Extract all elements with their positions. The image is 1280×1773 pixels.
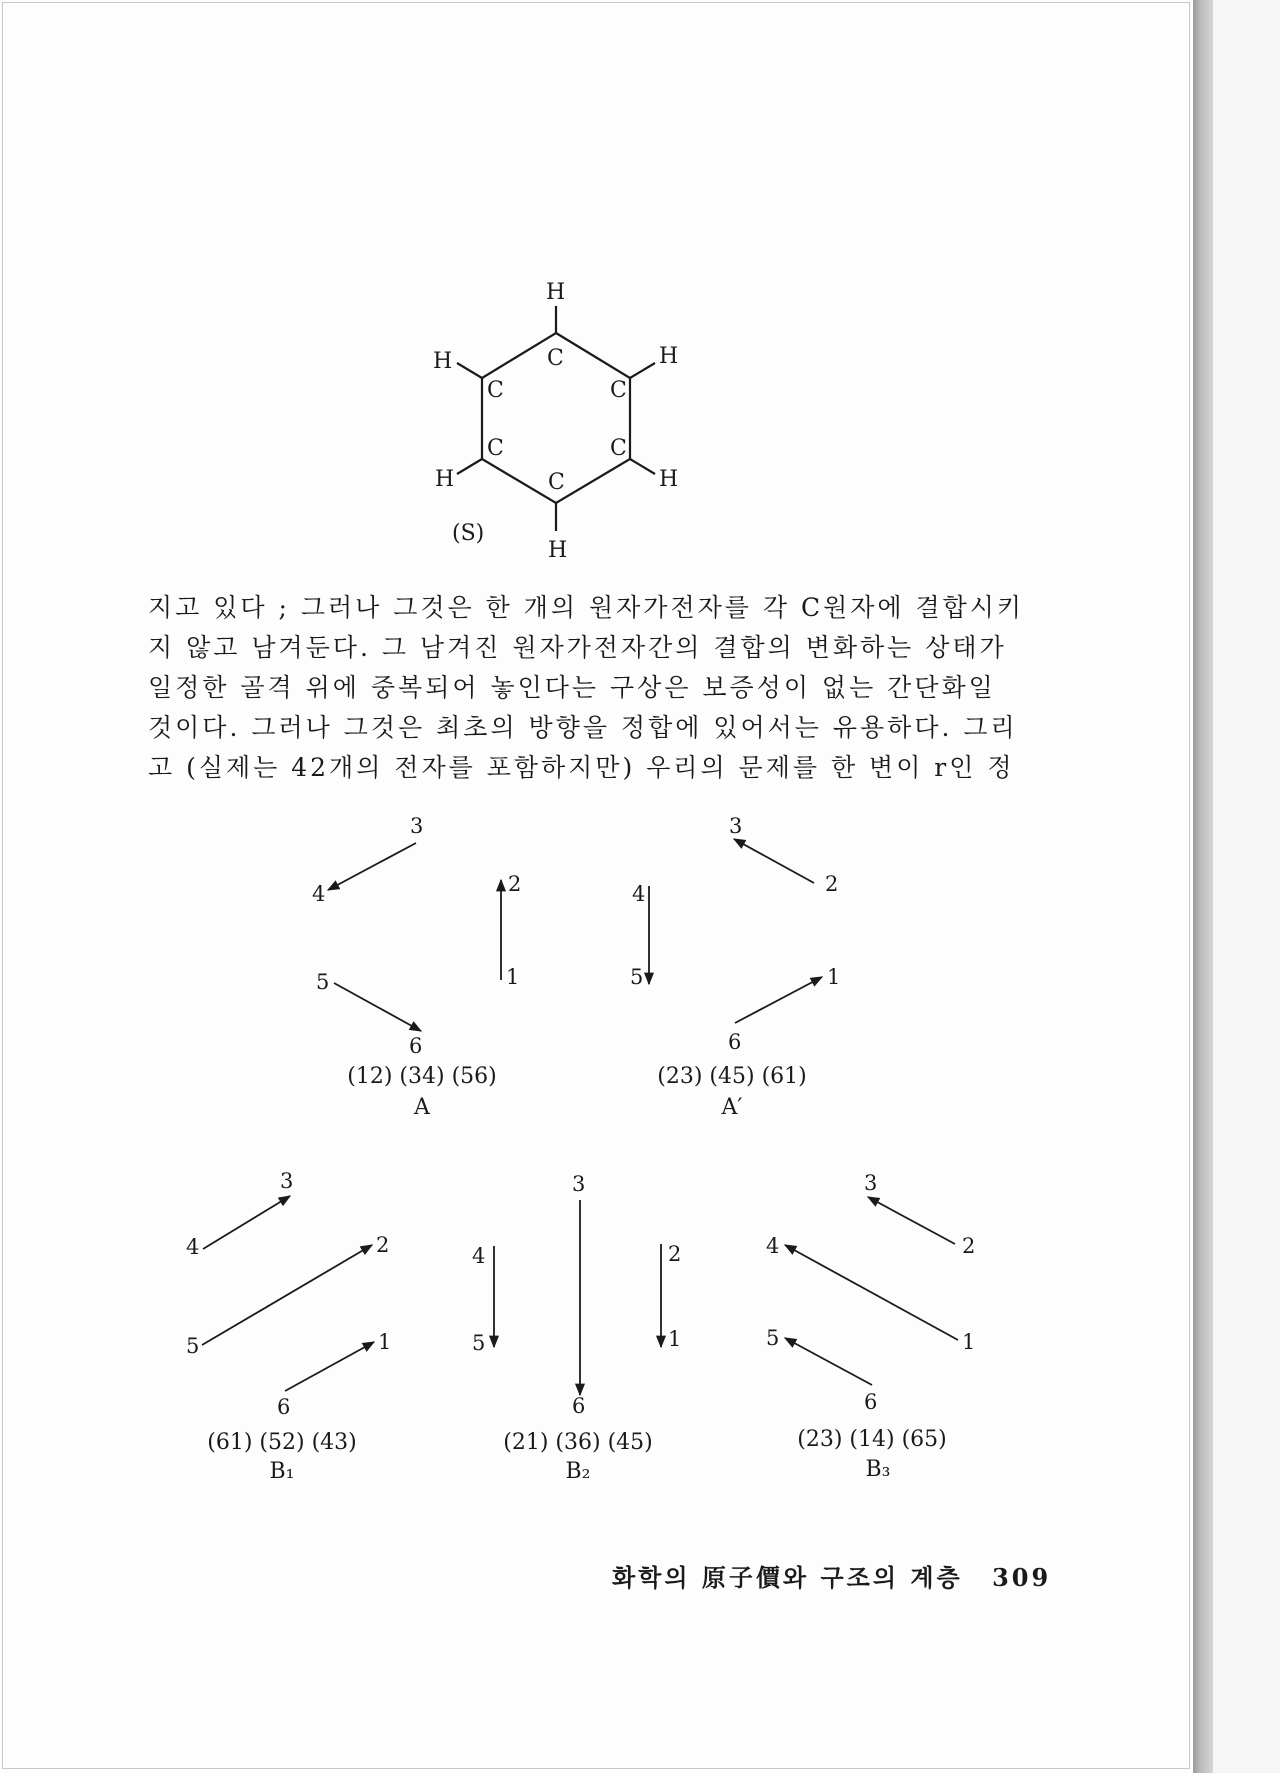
hydrogen-label: H <box>659 467 679 492</box>
bond-arrow <box>328 843 416 890</box>
bond-arrow <box>203 1196 290 1249</box>
bond-arrow <box>202 1245 372 1345</box>
pairs-label: (23) (45) (61) <box>657 1064 807 1089</box>
node-label-6: 6 <box>277 1395 291 1419</box>
diagram-title: A′ <box>721 1095 743 1120</box>
node-label-6: 6 <box>728 1030 742 1054</box>
diagram-a <box>312 814 521 1120</box>
node-label-5: 5 <box>630 965 644 989</box>
node-label-2: 2 <box>376 1233 390 1257</box>
node-label-5: 5 <box>766 1326 780 1350</box>
node-label-1: 1 <box>827 965 841 989</box>
diagram-b3 <box>766 1171 975 1482</box>
node-label-1: 1 <box>962 1330 976 1354</box>
pairs-label: (23) (14) (65) <box>797 1427 947 1452</box>
bond-arrow <box>735 977 822 1023</box>
bond-c2-h <box>630 363 655 378</box>
node-label-1: 1 <box>668 1327 682 1351</box>
bond-c6-h <box>457 363 482 378</box>
node-label-5: 5 <box>472 1331 486 1355</box>
diagram-a-prime <box>630 814 840 1120</box>
node-label-3: 3 <box>572 1172 586 1196</box>
pairs-label: (21) (36) (45) <box>503 1430 653 1455</box>
node-label-3: 3 <box>410 814 424 838</box>
node-label-2: 2 <box>825 872 839 896</box>
bond-arrow <box>785 1338 872 1385</box>
footer-title: 화학의 原子價와 구조의 계층 <box>612 1563 963 1592</box>
carbon-label: C <box>610 436 627 461</box>
node-label-4: 4 <box>766 1234 780 1258</box>
body-line: 지 않고 남겨둔다. 그 남겨진 원자가전자간의 결합의 변화하는 상태가 <box>148 633 1007 662</box>
body-line: 것이다. 그러나 그것은 최초의 방향을 정합에 있어서는 유용하다. 그리 <box>148 713 1018 742</box>
node-label-4: 4 <box>186 1235 200 1259</box>
bond-c5-h <box>457 459 482 474</box>
body-paragraph <box>148 588 1025 788</box>
hydrogen-label: H <box>435 467 455 492</box>
node-label-2: 2 <box>962 1234 976 1258</box>
node-label-2: 2 <box>508 872 522 896</box>
node-label-6: 6 <box>572 1394 586 1418</box>
running-footer <box>612 1558 1051 1593</box>
node-label-4: 4 <box>312 882 326 906</box>
node-label-1: 1 <box>378 1330 392 1354</box>
bond-c3-h <box>630 459 655 474</box>
node-label-2: 2 <box>668 1242 682 1266</box>
node-label-5: 5 <box>316 970 330 994</box>
carbon-label: C <box>547 346 564 371</box>
node-label-3: 3 <box>729 814 743 838</box>
diagram-b1 <box>186 1169 391 1484</box>
hydrogen-label: H <box>433 349 453 374</box>
page-number: 309 <box>992 1563 1052 1592</box>
carbon-label: C <box>487 378 504 403</box>
hydrogen-label: H <box>548 538 568 563</box>
body-line: 고 (실제는 42개의 전자를 포함하지만) 우리의 문제를 한 변이 r인 정 <box>148 753 1015 782</box>
body-line: 지고 있다 ; 그러나 그것은 한 개의 원자가전자를 각 C원자에 결합시키 <box>148 593 1025 622</box>
bond-arrow <box>868 1197 955 1244</box>
diagram-b2 <box>472 1172 681 1484</box>
diagram-title: A <box>414 1095 430 1120</box>
pairs-label: (12) (34) (56) <box>347 1064 497 1089</box>
diagram-title: B₂ <box>565 1459 591 1484</box>
hydrogen-label: H <box>659 344 679 369</box>
diagram-title: B₁ <box>269 1459 295 1484</box>
hydrogen-label: H <box>546 280 566 305</box>
carbon-label: C <box>610 378 627 403</box>
node-label-1: 1 <box>506 965 520 989</box>
diagram-title: B₃ <box>865 1457 891 1482</box>
pairs-label: (61) (52) (43) <box>207 1430 357 1455</box>
node-label-6: 6 <box>409 1034 423 1058</box>
carbon-label: C <box>548 470 565 495</box>
body-line: 일정한 골격 위에 중복되어 놓인다는 구상은 보증성이 없는 간단화일 <box>148 673 996 702</box>
node-label-3: 3 <box>864 1171 878 1195</box>
node-label-3: 3 <box>280 1169 294 1193</box>
carbon-label: C <box>487 436 504 461</box>
bond-arrow <box>734 839 814 883</box>
bond-arrow <box>785 1245 958 1340</box>
benzene-structure <box>433 280 678 563</box>
node-label-4: 4 <box>632 882 646 906</box>
bond-arrow <box>334 983 421 1031</box>
node-label-5: 5 <box>186 1334 200 1358</box>
node-label-4: 4 <box>472 1244 486 1268</box>
bond-arrow <box>285 1342 374 1391</box>
node-label-6: 6 <box>864 1390 878 1414</box>
structure-label: (S) <box>452 521 485 546</box>
